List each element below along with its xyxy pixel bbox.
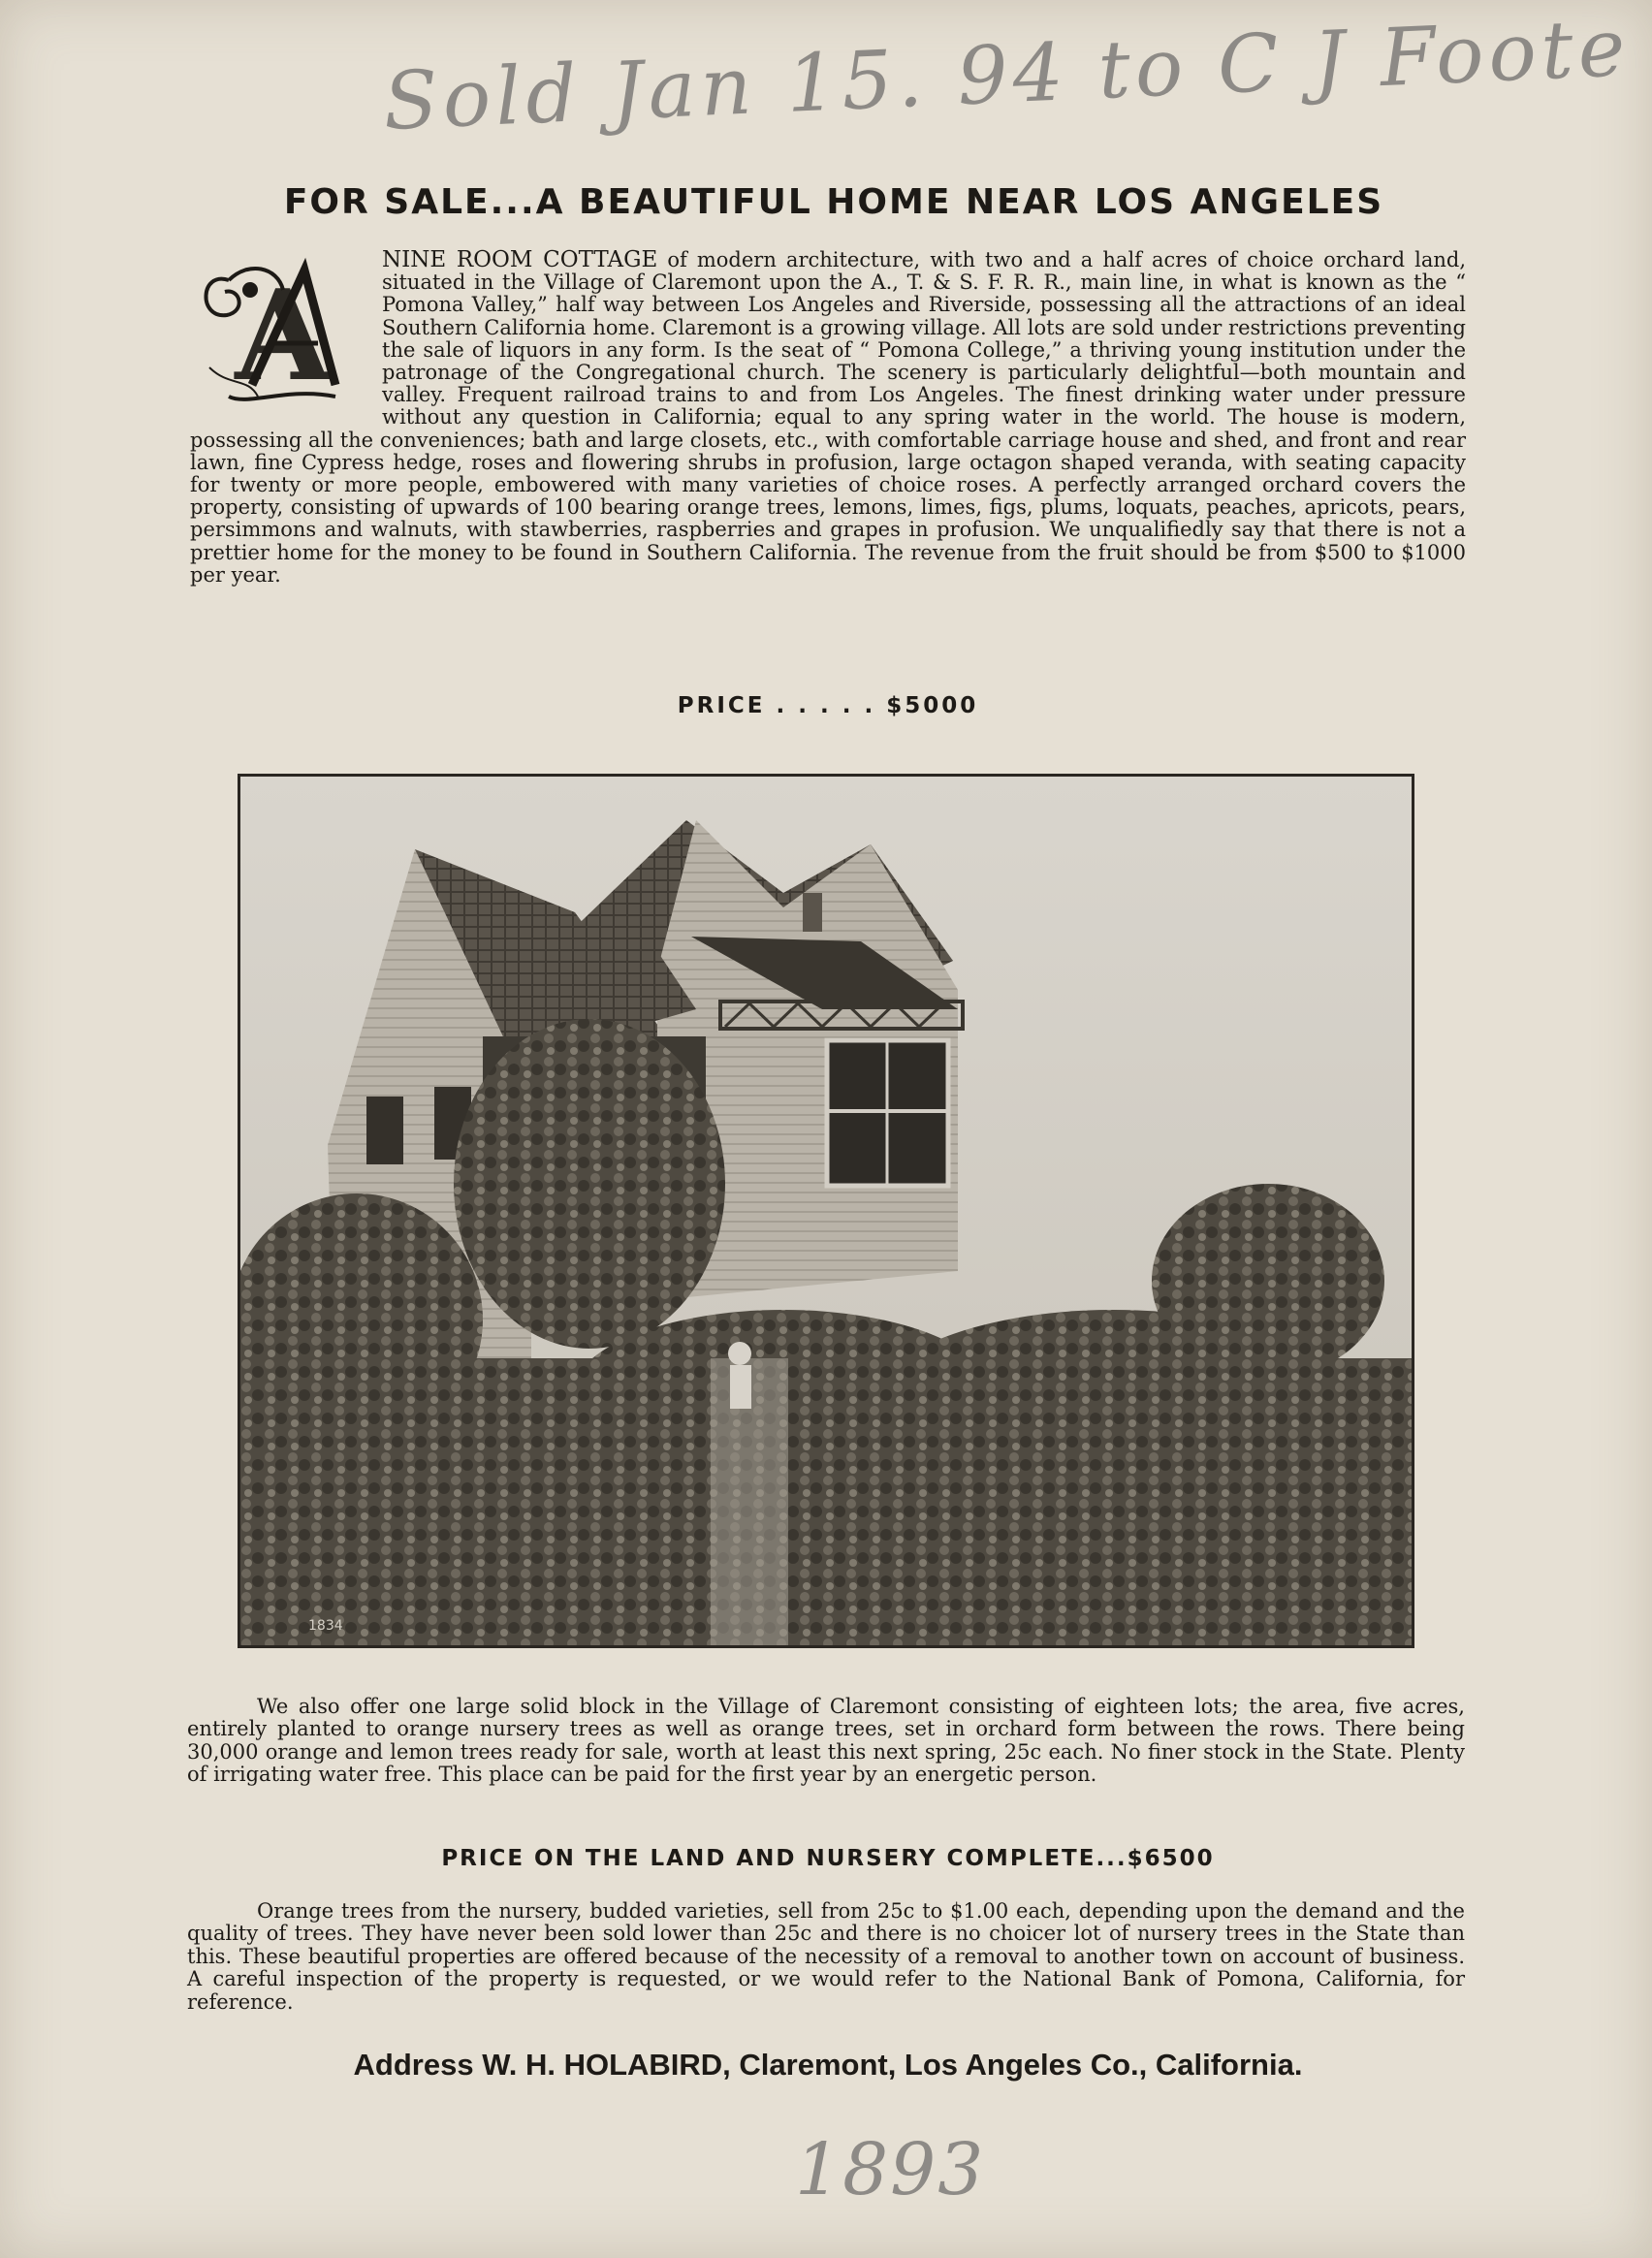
house-photograph — [238, 774, 1414, 1648]
drop-cap-ornament-icon — [190, 251, 374, 414]
side-window — [366, 1097, 403, 1164]
intro-body: of modern architecture, with two and a half acres of choice orchard land, situated in the Village of Claremont upon the A., T. & S. F. R. R., main line, in what is known as the “ Pomona Valley,” half way between Los Angeles and Riverside, possessing all the attractions of an ideal Southern California home. Claremont is a growing village. All lots are sold under restrictions preventing the sale of liquors in any form. Is the seat of “ Pomona College,” a thriving young institution under the patronage of the Congregational church. The scenery is particularly delightful—both mountain and valley. Frequent railroad trains to and from Los Angeles. The finest drinking water under pressure without any question in California; equal to any spring water in the world. The house is modern, possessing all the conveniences; bath and large closets, etc., with comfortable carriage house and shed, and front and rear lawn, fine Cypress hedge, roses and flowering shrubs in profusion, large octagon shaped veranda, with seating capacity for twenty or more people, embowered with many varieties of choice roses. A perfectly arranged orchard covers the property, consisting of upwards of 100 bearing orange trees, lemons, limes, figs, plums, loquats, peaches, apricots, pears, persimmons and walnuts, with stawberries, raspberries and grapes in profusion. We unqualifiedly say that there is not a prettier home for the money to be found in Southern California. The revenue from the fruit should be from $500 to $1000 per year. — [190, 248, 1467, 587]
handwritten-year: 1893 — [795, 2128, 986, 2211]
climbing-roses — [454, 1019, 725, 1349]
house-photo-illustration — [240, 777, 1412, 1645]
nursery-paragraph: Orange trees from the nursery, budded varieties, sell from 25c to $1.00 each, depending upon the demand and the quality of trees. They have never been sold lower than 25c and there is no choicer lot of nursery trees in the State than this. These beautiful properties are offered because of the necessity of a removal to another town on account of business. A careful inspection of the property is requested, or we would refer to the National Bank of Pomona, California, for reference. — [187, 1899, 1465, 2014]
land-offer-paragraph: We also offer one large solid block in the Village of Claremont consisting of eighteen lots; the area, five acres, entirely planted to orange nursery trees as well as orange trees, set in orchard form between the rows. There being 30,000 orange and lemon trees ready for sale, worth at least this next spring, 25c each. No finer stock in the State. Plenty of irrigating water free. This place can be paid for the first year by an energetic person. — [187, 1695, 1465, 1787]
standing-figure — [728, 1342, 751, 1365]
ornamental-drop-cap — [190, 251, 374, 414]
contact-address: Address W. H. HOLABIRD, Claremont, Los Angeles Co., California. — [353, 2048, 1303, 2082]
drop-cap-letter: A — [235, 264, 332, 409]
intro-paragraph — [190, 249, 1466, 587]
plate-number: 1834 — [308, 1618, 343, 1634]
handwritten-sale-note: Sold Jan 15. 94 to C J Foote — [381, 1, 1633, 149]
chimney — [803, 893, 822, 932]
house-price: PRICE . . . . . $5000 — [677, 693, 979, 718]
headline: FOR SALE...A BEAUTIFUL HOME NEAR LOS ANGELES — [283, 182, 1384, 222]
land-nursery-price: PRICE ON THE LAND AND NURSERY COMPLETE...$6500 — [441, 1846, 1215, 1871]
intro-lead: NINE ROOM COTTAGE — [382, 247, 658, 272]
